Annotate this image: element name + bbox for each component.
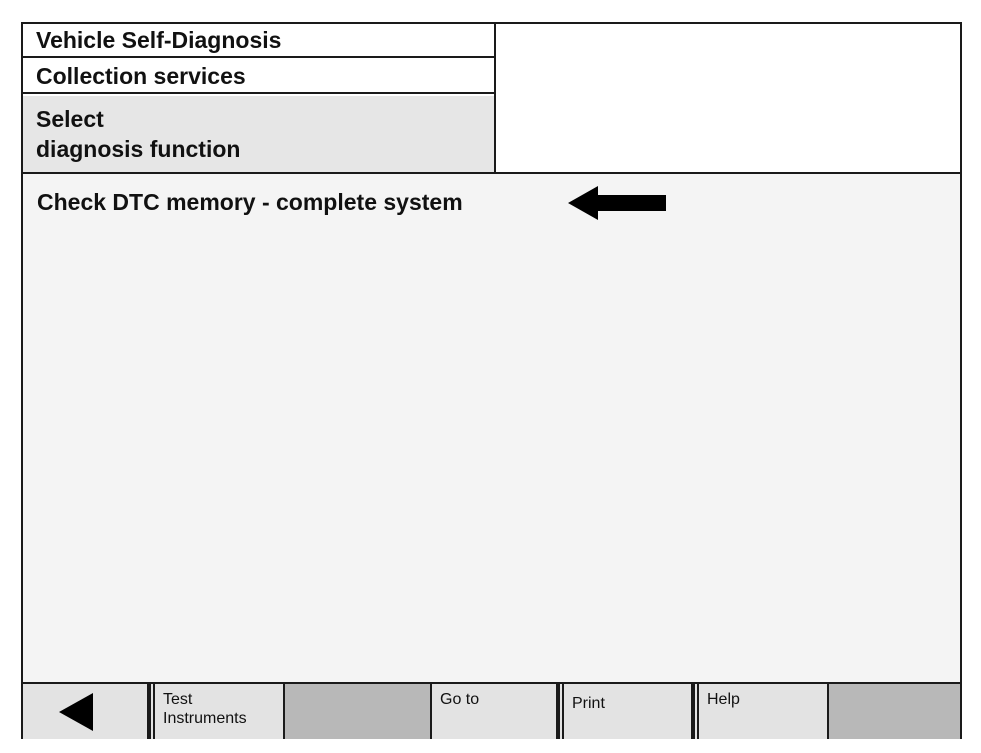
test-instruments-button[interactable]	[155, 684, 285, 739]
help-button[interactable]	[699, 684, 829, 739]
header-current-step-line1: Select	[36, 106, 104, 132]
header-breadcrumb	[23, 24, 496, 172]
test-instruments-label	[163, 690, 247, 728]
header-title-vehicle-self-diagnosis: Vehicle Self-Diagnosis	[23, 24, 494, 58]
help-label: Help	[707, 691, 740, 708]
header-current-step-line2: diagnosis function	[36, 136, 241, 162]
back-button[interactable]	[23, 684, 149, 739]
header-title-collection-services: Collection services	[23, 60, 494, 94]
bottom-toolbar	[23, 682, 960, 739]
print-button[interactable]	[564, 684, 693, 739]
toolbar-button-empty-1[interactable]	[285, 684, 432, 739]
go-to-button[interactable]	[432, 684, 558, 739]
test-instruments-label-line2: Instruments	[163, 710, 247, 727]
print-label: Print	[572, 695, 605, 712]
menu-item-check-dtc-memory[interactable]: Check DTC memory - complete system	[37, 189, 463, 215]
header-current-step	[23, 96, 494, 172]
left-arrow-icon	[568, 186, 666, 220]
test-instruments-label-line1: Test	[163, 691, 193, 708]
header-info-panel	[496, 24, 960, 172]
header	[23, 24, 960, 174]
diagnosis-screen	[21, 22, 962, 739]
toolbar-button-empty-2[interactable]	[829, 684, 960, 739]
function-list	[23, 174, 960, 682]
go-to-label: Go to	[440, 691, 480, 708]
left-triangle-icon	[59, 693, 93, 731]
